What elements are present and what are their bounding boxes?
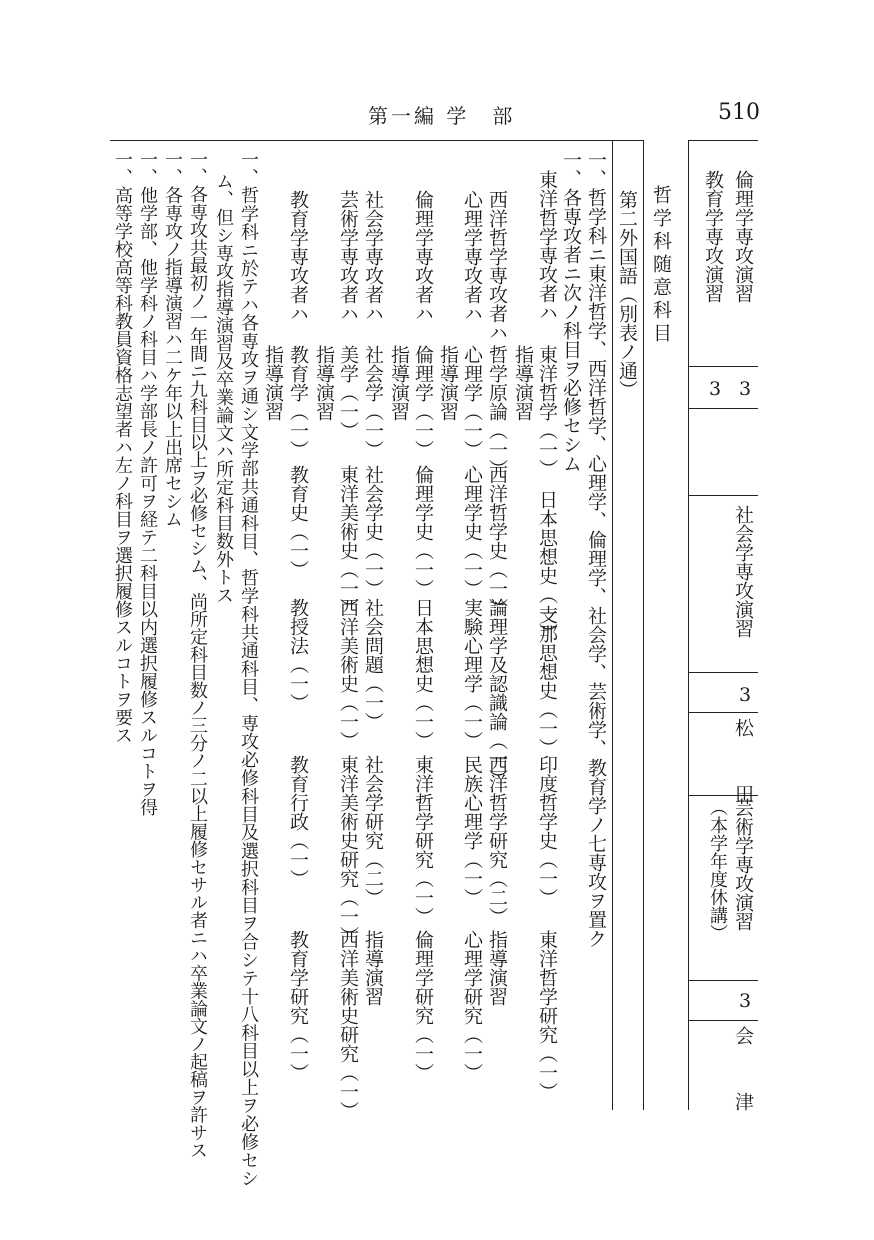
- rule-item: 一、高等学校高等科教員資格志望者ハ左ノ科目ヲ選択履修スルコトヲ要ス: [112, 150, 133, 744]
- course-item: 教授法（一）: [287, 598, 309, 712]
- table-div-3b: [688, 980, 758, 981]
- course-item: 日本思想史（一）: [412, 598, 434, 750]
- course-item: 教育学（一）: [287, 345, 309, 459]
- program-intro: 一、哲学科ニ東洋哲学、西洋哲学、心理学、倫理学、社会学、芸術学、教育学ノ七専攻ヲ置ク: [585, 150, 607, 948]
- course-item: 指導演習: [362, 930, 384, 1006]
- course-item: 日本思想史（一）: [536, 490, 558, 642]
- table-div-1a: [688, 366, 758, 367]
- table-div-1b: [688, 408, 758, 409]
- major-western-philosophy: 西洋哲学専攻者ハ: [486, 190, 508, 342]
- table-cell-sociology-seminar: 社会学専攻演習: [732, 505, 754, 638]
- required-intro: 一、各専攻者ニ次ノ科目ヲ必修セシム: [560, 150, 582, 473]
- table-credit-art: 3: [734, 990, 756, 1012]
- second-language: 第二外国語（別表ノ通）: [616, 190, 638, 399]
- course-item: 倫理学（一）: [412, 345, 434, 459]
- major-psychology: 心理学専攻者ハ: [461, 190, 483, 323]
- rule-item: 一、各専攻ノ指導演習ハ二ケ年以上出席セシム: [162, 150, 183, 528]
- course-item: 東洋哲学研究（一）: [412, 755, 434, 926]
- course-item: 教育学研究（一）: [287, 930, 309, 1082]
- course-item: 東洋美術史（一）: [337, 465, 359, 617]
- course-item: 哲学原論（一）: [486, 345, 508, 478]
- major-eastern-philosophy: 東洋哲学専攻者ハ: [536, 170, 558, 322]
- table-cell-education-seminar: 教育学専攻演習: [702, 170, 724, 303]
- course-item: 実験心理学（一）: [461, 598, 483, 750]
- section-header: 第一編 学 部: [368, 104, 516, 128]
- course-item: 東洋美術史研究（一）: [337, 755, 359, 945]
- course-item: 教育行政（一）: [287, 755, 309, 888]
- major-sociology: 社会学専攻者ハ: [362, 190, 384, 323]
- major-art: 芸術学専攻者ハ: [337, 190, 359, 323]
- course-item: 論理学及認識論（一）: [486, 598, 508, 788]
- rule-item: 一、各専攻共最初ノ一年間ニ九科目以上ヲ必修セシム、尚所定科目数ノ三分ノ二以上履修セサル者ニハ卒業論文ノ起稿ヲ許サス: [187, 150, 208, 1159]
- course-item: 心理学史（一）: [461, 465, 483, 598]
- elective-rule-left: [612, 140, 613, 1110]
- table-top-line: [688, 140, 758, 141]
- elective-heading: 哲学科随意科目: [650, 185, 672, 346]
- rule-item: 一、他学部、他学科ノ科目ハ学部長ノ許可ヲ経テ二科目以内選択履修スルコトヲ得: [137, 150, 158, 816]
- course-item: 倫理学研究（一）: [412, 930, 434, 1082]
- rule-item: ム、但シ専攻指導演習及卒業論文ハ所定科目数外トス: [213, 172, 234, 604]
- table-div-3c: [688, 1020, 758, 1021]
- table-left-line: [688, 140, 689, 1110]
- course-item: 社会学研究（二）: [362, 755, 384, 907]
- major-ethics: 倫理学専攻者ハ: [412, 190, 434, 323]
- course-item: 民族心理学（一）: [461, 755, 483, 907]
- course-item: 印度哲学史（一）: [536, 755, 558, 907]
- course-item: 社会学（一）: [362, 345, 384, 459]
- course-item: 指導演習: [486, 930, 508, 1006]
- course-item: 心理学（一）: [461, 345, 483, 459]
- instructor-aizu: 会 津: [732, 1026, 754, 1125]
- course-item: 美学（一）: [337, 345, 359, 440]
- course-item: 指導演習: [313, 345, 335, 421]
- course-item: 西洋哲学史（一）: [486, 465, 508, 617]
- course-item: 指導演習: [512, 345, 534, 421]
- course-item: 社会学史（一）: [362, 465, 384, 598]
- course-item: 支那思想史（一）: [536, 605, 558, 757]
- table-div-2b: [688, 672, 758, 673]
- rule-item: 一、哲学科ニ於テハ各専攻ヲ通シ文学部共通科目、哲学科共通科目、専攻必修科目及選択科目ヲ合シテ十八科目以上ヲ必修セシ: [238, 150, 259, 1188]
- table-credit-ethics: 3: [734, 378, 756, 400]
- course-item: 倫理学史（一）: [412, 465, 434, 598]
- course-item: 指導演習: [437, 345, 459, 421]
- course-item: 東洋哲学（一）: [536, 345, 558, 478]
- section-top-line: [110, 140, 644, 141]
- instructor-matsuda: 松 田: [732, 718, 754, 817]
- course-item: 教育史（一）: [287, 465, 309, 579]
- course-item: 社会問題（一）: [362, 598, 384, 731]
- page-number: 510: [718, 100, 760, 125]
- major-education: 教育学専攻者ハ: [287, 190, 309, 323]
- table-credit-sociology: 3: [734, 684, 756, 706]
- table-div-2a: [688, 495, 758, 496]
- course-item: 指導演習: [388, 345, 410, 421]
- course-item: 指導演習: [262, 345, 284, 421]
- table-credit-education: 3: [704, 378, 726, 400]
- elective-rule-right: [643, 140, 644, 1110]
- course-item: 東洋哲学研究（一）: [536, 930, 558, 1101]
- course-item: 心理学研究（一）: [461, 930, 483, 1082]
- course-item: 西洋美術史研究（一）: [337, 930, 359, 1120]
- table-cell-ethics-seminar: 倫理学専攻演習: [732, 170, 754, 303]
- course-item: 西洋美術史（一）: [337, 598, 359, 750]
- table-cell-suspended-note: （本学年度休講）: [707, 798, 728, 942]
- course-item: 西洋哲学研究（二）: [486, 755, 508, 926]
- table-cell-art-seminar: 芸術学専攻演習: [732, 798, 754, 931]
- table-div-2c: [688, 712, 758, 713]
